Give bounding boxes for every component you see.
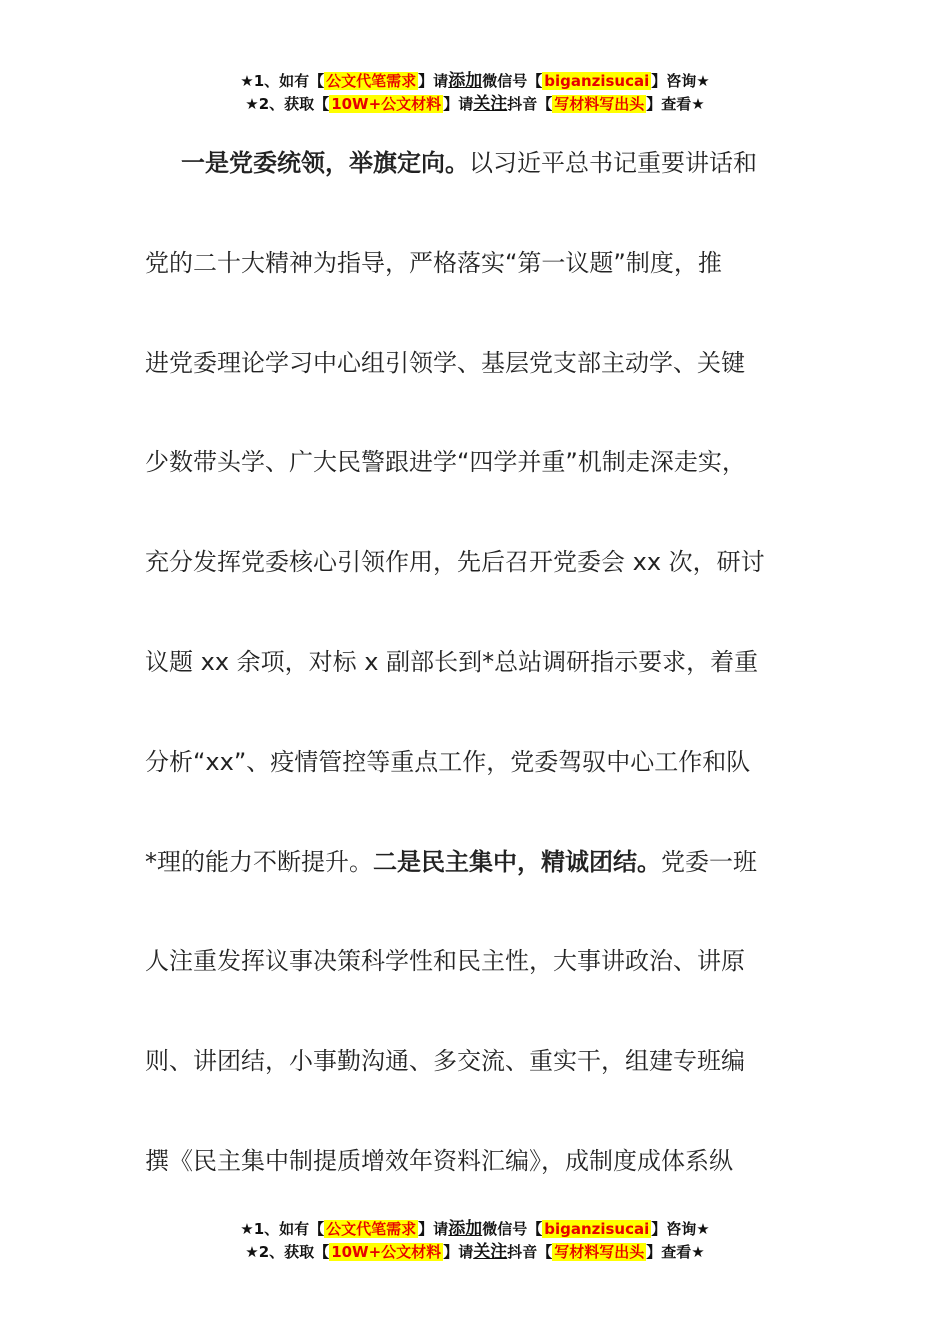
- header-line-2: ★2、获取【 10W+公文材料 】请关注抖音【 写材料写出头 】查看★: [245, 94, 705, 114]
- header-line-1: ★1、如有【 公文代笔需求 】请添加微信号【 biganzisucai 】咨询★: [240, 71, 710, 91]
- body-line-10: 则、讲团结，小事勤沟通、多交流、重实干，组建专班编: [145, 1047, 745, 1076]
- header-banner: [0, 70, 950, 116]
- body-line-6: 议题 xx 余项，对标 x 副部长到*总站调研指示要求，着重: [145, 647, 759, 676]
- highlight-service: 公文代笔需求: [326, 1220, 417, 1238]
- highlight-wechat-id[interactable]: biganzisucai: [544, 72, 650, 90]
- highlight-service: 公文代笔需求: [326, 72, 417, 90]
- highlight-materials: 10W+公文材料: [331, 95, 442, 113]
- body-line-7: 分析“xx”、疫情管控等重点工作，党委驾驭中心工作和队: [145, 747, 751, 776]
- footer-line-2: ★2、获取【 10W+公文材料 】请关注抖音【 写材料写出头 】查看★: [245, 1242, 705, 1262]
- body-line-8: *理的能力不断提升。二是民主集中，精诚团结。党委一班: [145, 847, 757, 876]
- body-line-3: 进党委理论学习中心组引领学、基层党支部主动学、关键: [145, 348, 745, 377]
- footer-line-1: ★1、如有【 公文代笔需求 】请添加微信号【 biganzisucai 】咨询★: [240, 1219, 710, 1239]
- body-line-1: 一是党委统领，举旗定向。以习近平总书记重要讲话和: [181, 149, 757, 177]
- highlight-materials: 10W+公文材料: [331, 1243, 442, 1261]
- section-heading-1: 一是党委统领，举旗定向。: [181, 149, 469, 177]
- highlight-douyin-account[interactable]: 写材料写出头: [554, 1243, 645, 1261]
- body-line-5: 充分发挥党委核心引领作用，先后召开党委会 xx 次，研讨: [145, 548, 765, 577]
- section-heading-2: 二是民主集中，精诚团结。: [373, 847, 661, 876]
- document-body: [145, 114, 807, 1212]
- highlight-douyin-account[interactable]: 写材料写出头: [554, 95, 645, 113]
- footer-banner: [0, 1218, 950, 1264]
- body-line-2: 党的二十大精神为指导，严格落实“第一议题”制度，推: [145, 248, 722, 277]
- body-line-9: 人注重发挥议事决策科学性和民主性，大事讲政治、讲原: [145, 947, 745, 976]
- body-line-4: 少数带头学、广大民警跟进学“四学并重”机制走深走实，: [145, 448, 746, 477]
- highlight-wechat-id[interactable]: biganzisucai: [544, 1220, 650, 1238]
- body-line-11: 撰《民主集中制提质增效年资料汇编》，成制度成体系纵: [145, 1146, 733, 1175]
